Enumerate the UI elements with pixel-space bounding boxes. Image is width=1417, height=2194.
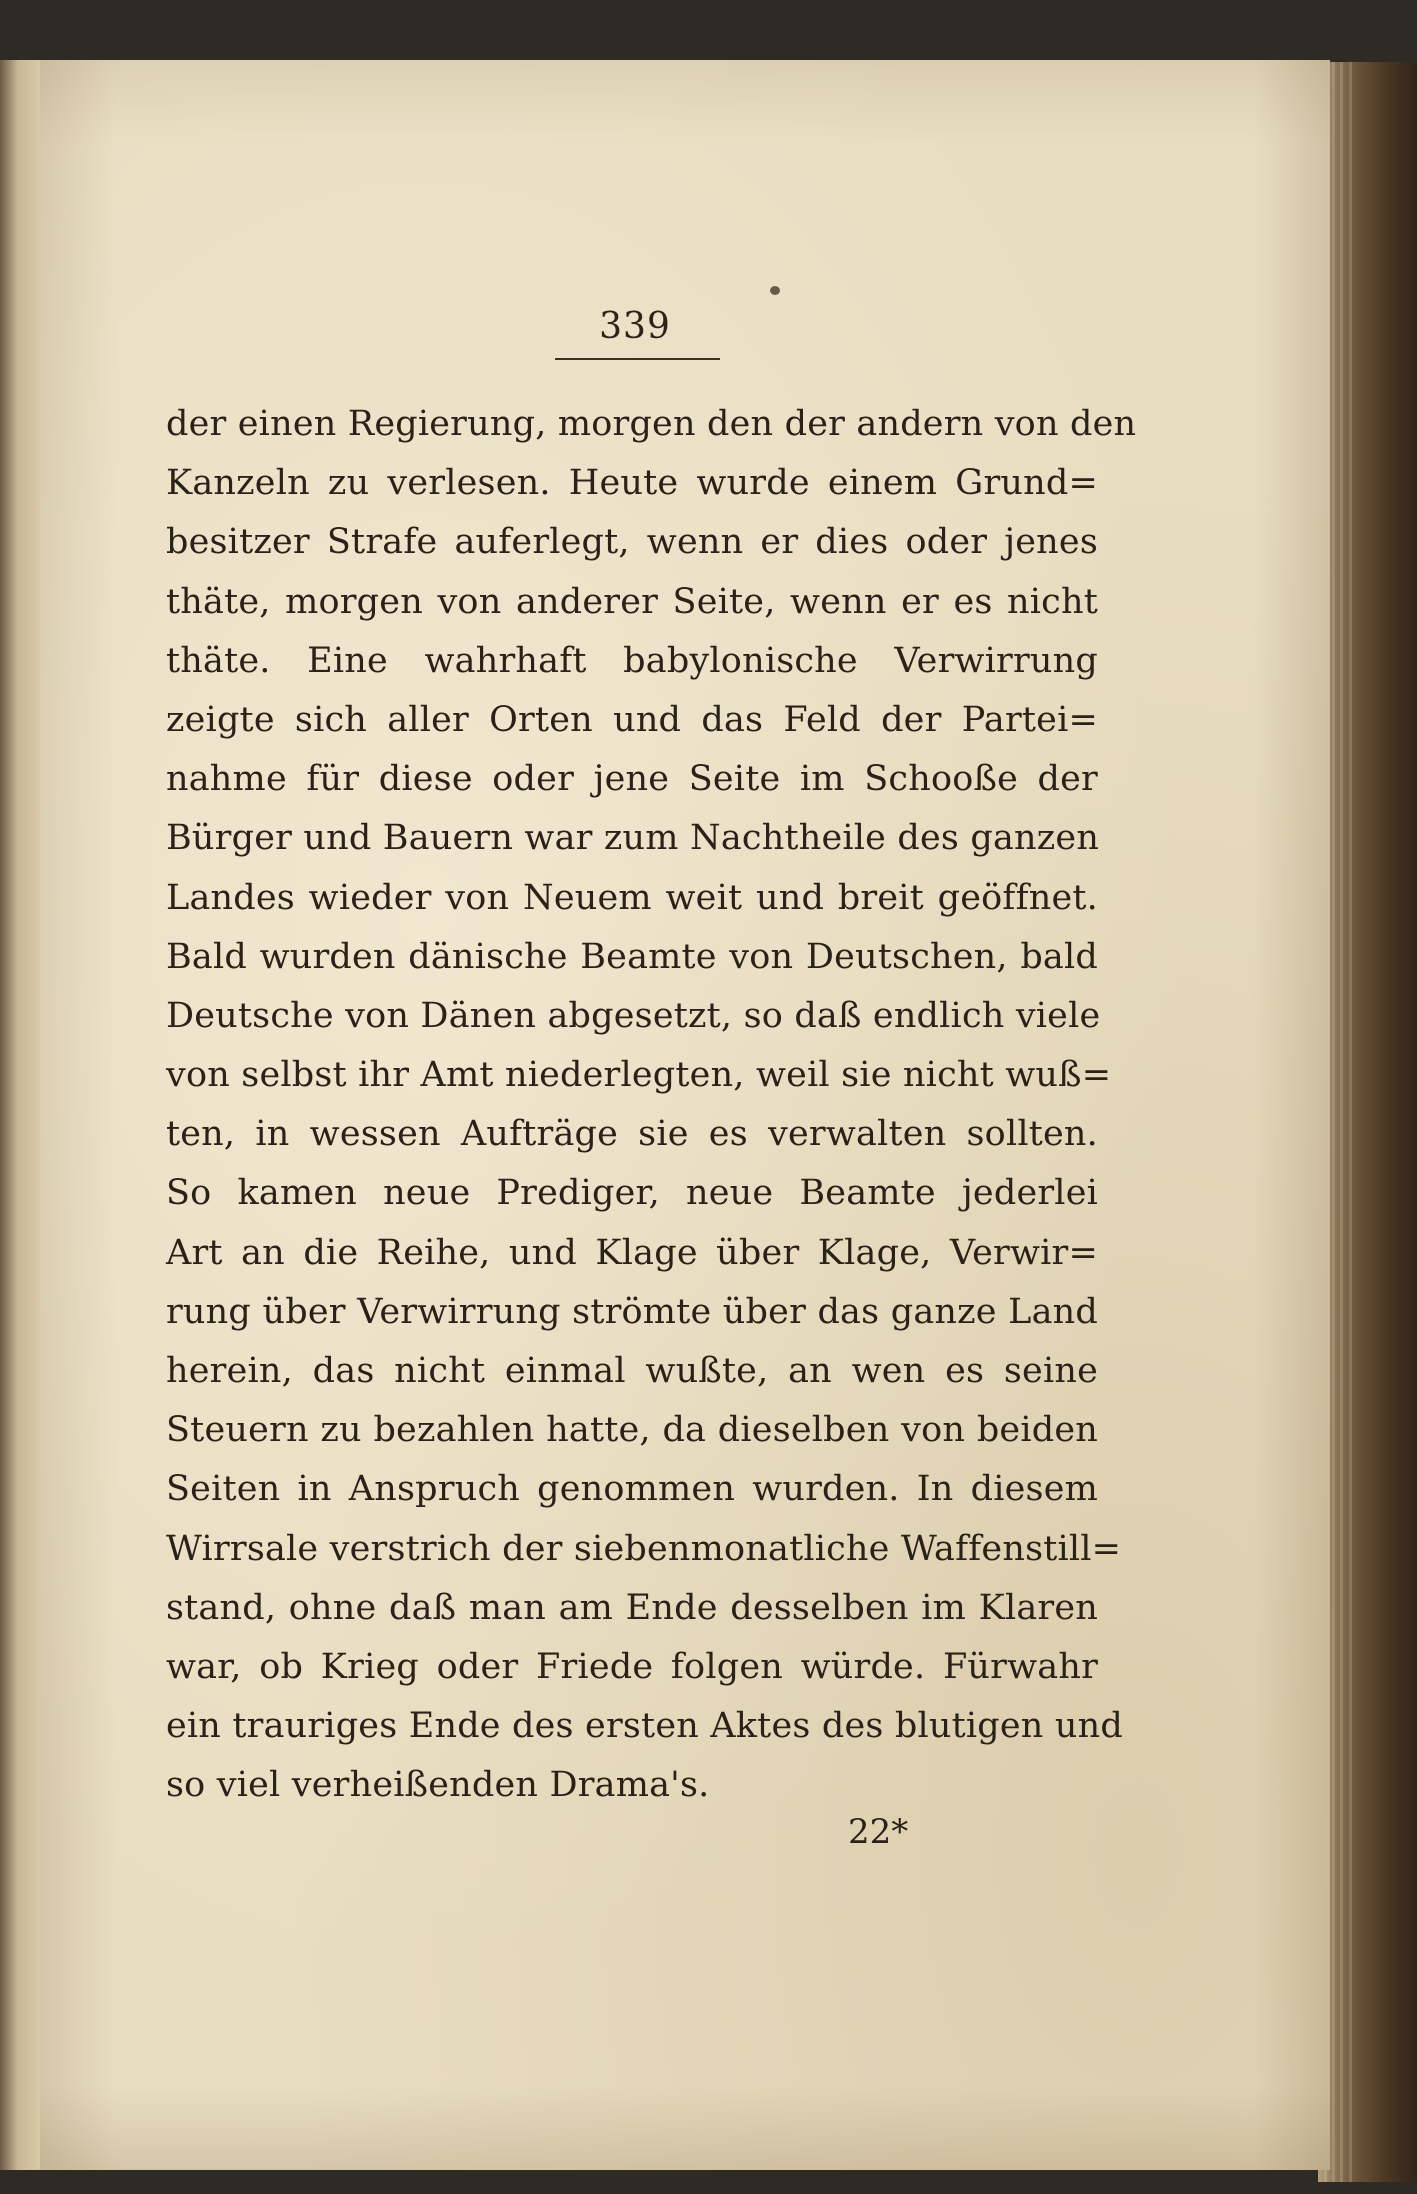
facing-page-edge xyxy=(0,60,40,2170)
text-line: besitzer Strafe auferlegt, wenn er dies oder jenes xyxy=(166,522,1098,563)
text-line: ein trauriges Ende des ersten Aktes des blutigen und xyxy=(166,1706,1123,1747)
body-text xyxy=(166,395,1137,1816)
text-line: stand, ohne daß man am Ende desselben im Klaren xyxy=(166,1587,1098,1628)
ink-speck xyxy=(770,286,780,295)
text-line: ten, in wessen Aufträge sie es verwalten sollten. xyxy=(166,1114,1098,1155)
text-line: Deutsche von Dänen abgesetzt, so daß endlich viele xyxy=(166,995,1101,1036)
text-line: thäte. Eine wahrhaft babylonische Verwirrung xyxy=(166,640,1098,681)
text-line: Kanzeln zu verlesen. Heute wurde einem Grund= xyxy=(166,463,1098,504)
text-line: zeigte sich aller Orten und das Feld der Partei= xyxy=(166,699,1098,740)
text-line: Seiten in Anspruch genommen wurden. In diesem xyxy=(166,1469,1098,1510)
text-line: herein, das nicht einmal wußte, an wen es seine xyxy=(166,1351,1098,1391)
header-rule xyxy=(555,358,720,360)
text-line: Bald wurden dänische Beamte von Deutschen, bald xyxy=(166,936,1098,977)
signature-mark: 22* xyxy=(848,1812,909,1852)
page-number: 339 xyxy=(599,306,671,347)
text-line: der einen Regierung, morgen den der andern von den xyxy=(166,404,1137,444)
book-edge xyxy=(1318,62,1417,2182)
text-line: Steuern zu bezahlen hatte, da dieselben von beiden xyxy=(166,1410,1098,1451)
text-line: war, ob Krieg oder Friede folgen würde. Fürwahr xyxy=(166,1646,1098,1687)
text-line: nahme für diese oder jene Seite im Schooße der xyxy=(166,759,1098,800)
text-line: Bürger und Bauern war zum Nachtheile des ganzen xyxy=(166,818,1100,859)
text-line: rung über Verwirrung strömte über das ganze Land xyxy=(166,1291,1098,1332)
text-line: so viel verheißenden Drama's. xyxy=(166,1765,710,1806)
text-line: Art an die Reihe, und Klage über Klage, Verwir= xyxy=(166,1232,1098,1273)
text-line: Wirrsale verstrich der siebenmonatliche Waffenstill= xyxy=(166,1528,1122,1569)
text-line: Landes wieder von Neuem weit und breit geöffnet. xyxy=(166,877,1098,918)
text-line: thäte, morgen von anderer Seite, wenn er es nicht xyxy=(166,581,1098,622)
text-line: So kamen neue Prediger, neue Beamte jederlei xyxy=(166,1173,1098,1214)
text-line: von selbst ihr Amt niederlegten, weil sie nicht wuß= xyxy=(166,1055,1112,1096)
